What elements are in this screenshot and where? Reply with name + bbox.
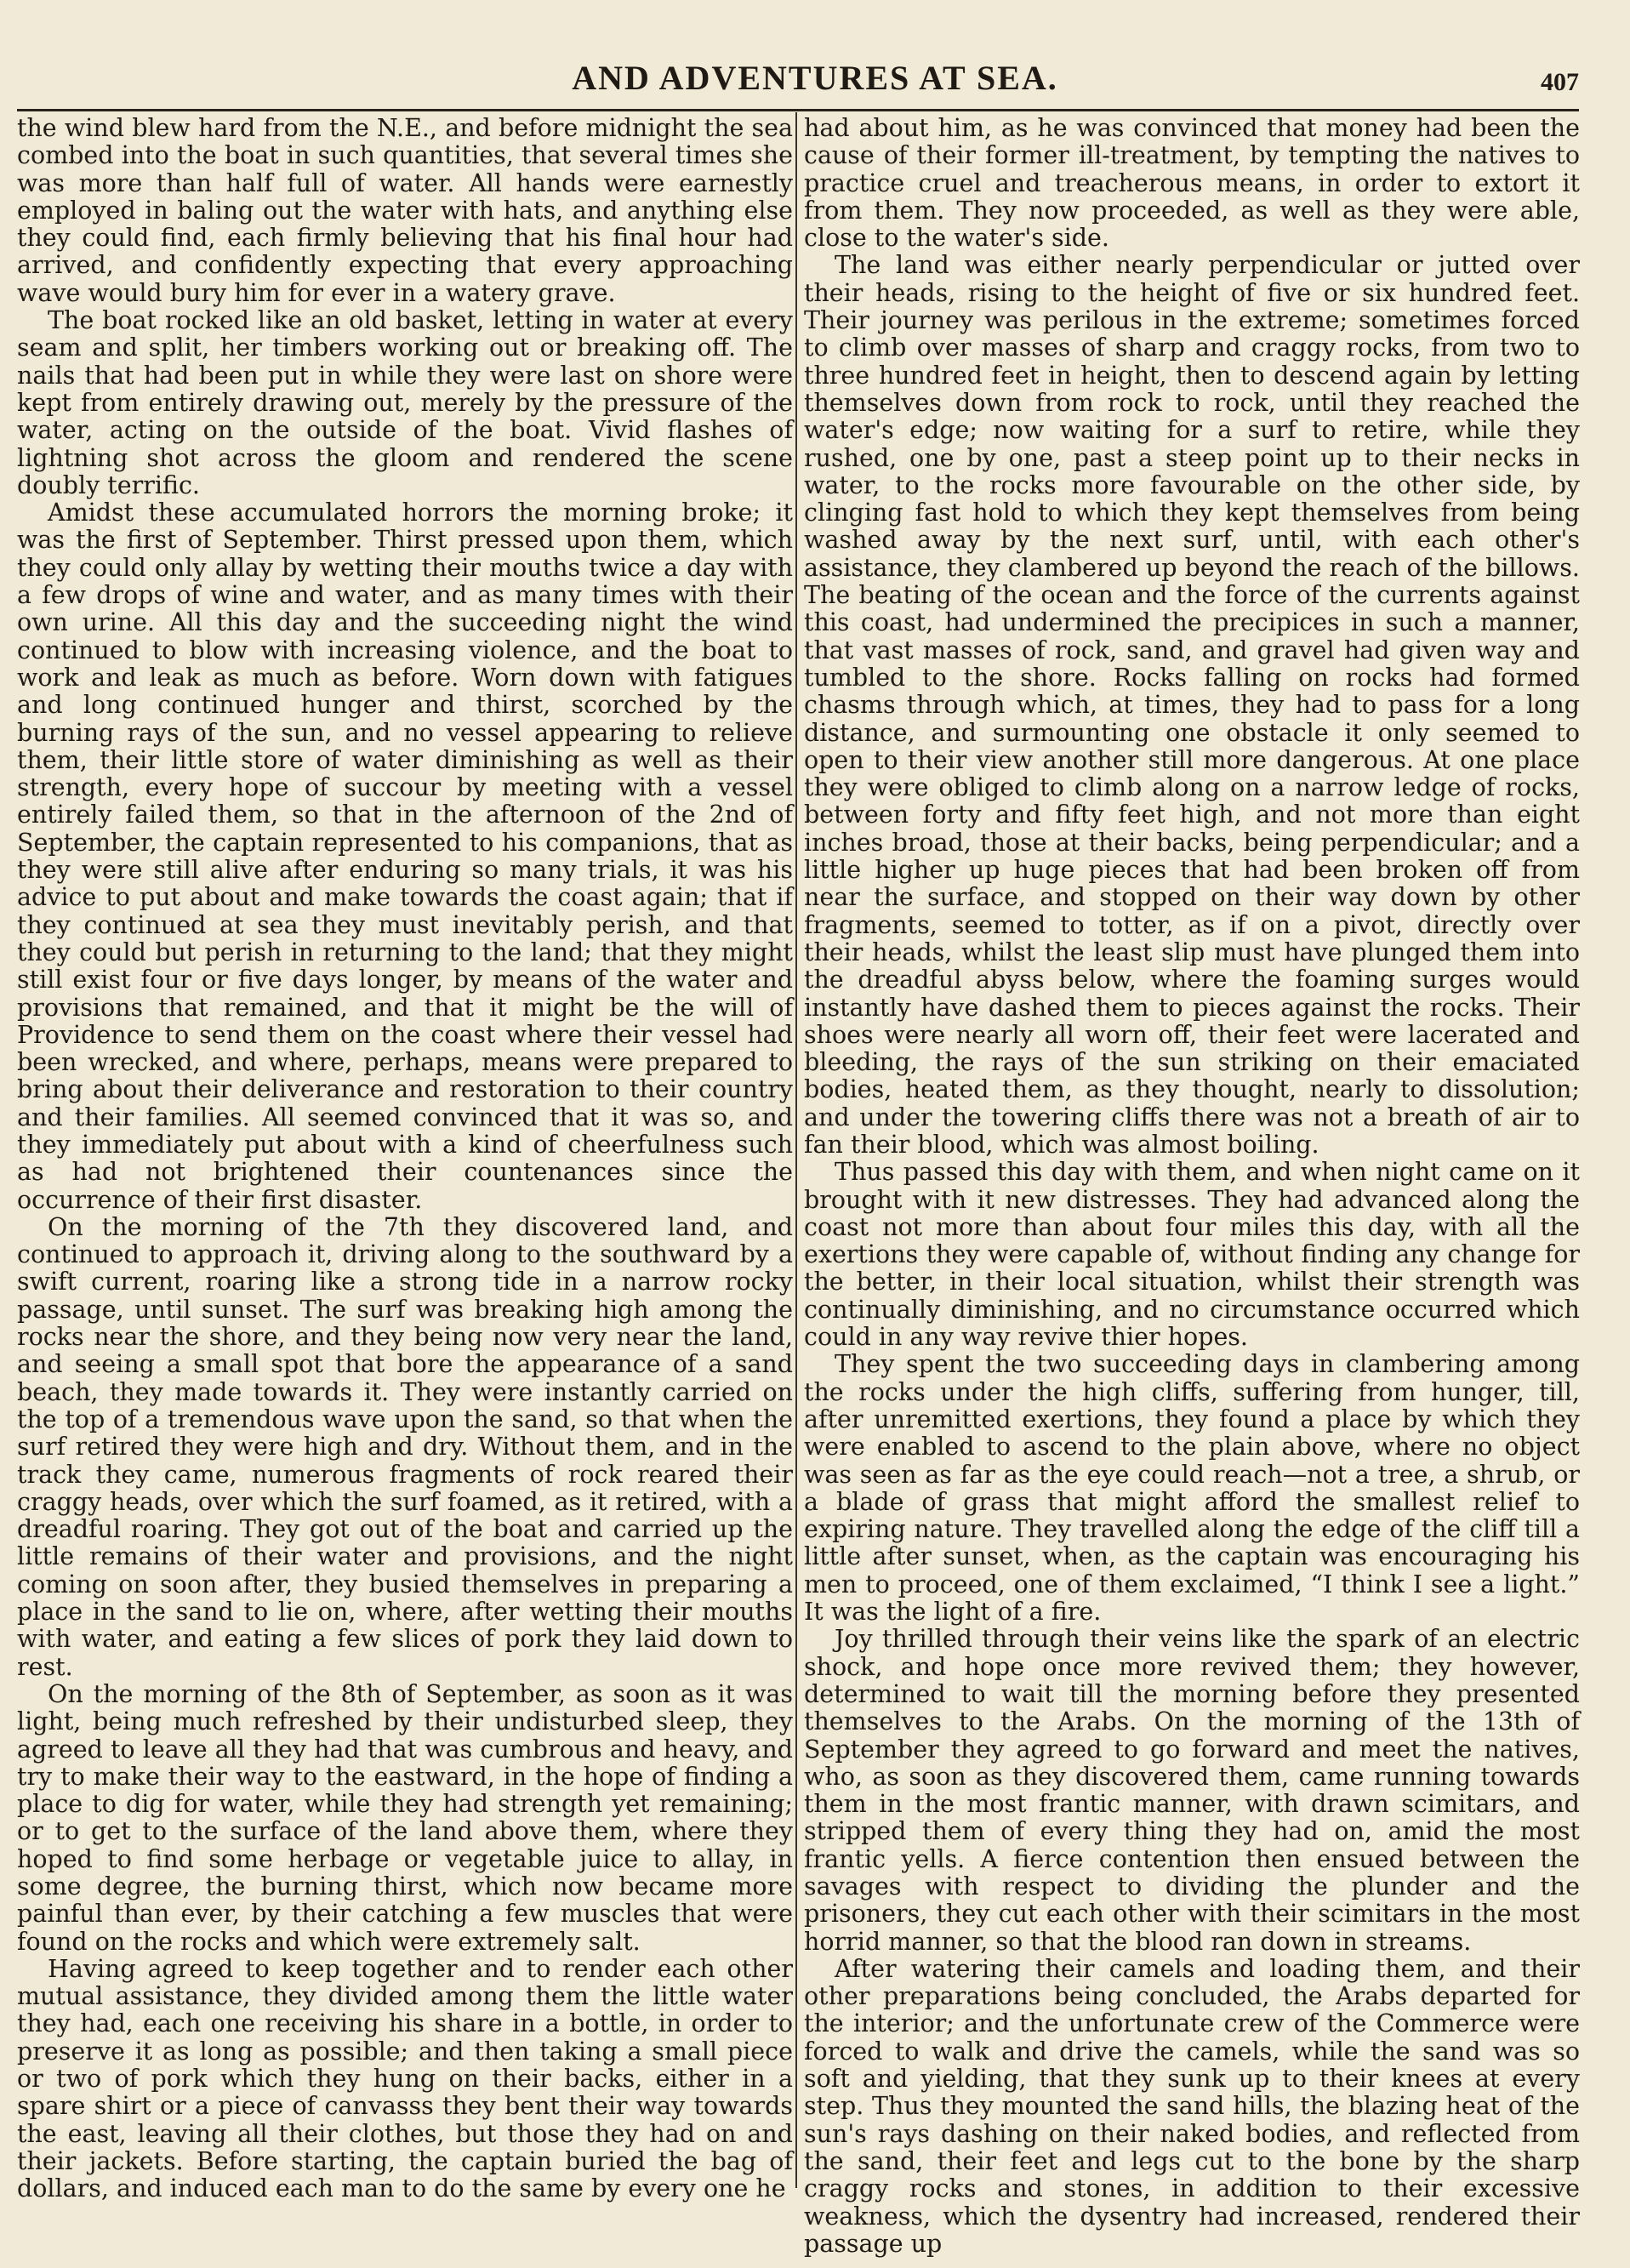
paragraph: Thus passed this day with them, and when night came on it brought with it new distresses. They had advanced along the coast not more than about four miles this day, with all the exertions they were capable of, without finding any change for the better, in their local situation, whilst their strength was continually diminishing, and no circumstance occurred which could in any way revive thier hopes.: [804, 1158, 1580, 1352]
paragraph: On the morning of the 7th they discovered land, and continued to approach it, driving along to the southward by a swift current, roaring like a strong tide in a narrow rocky passage, until sunset. The surf was breaking high among the rocks near the shore, and they being now very near the land, and seeing a small spot that bore the appearance of a sand beach, they made towards it. They were instantly carried on the top of a tremendous wave upon the sand, so that when the surf retired they were high and dry. Without them, and in the track they came, numerous fragments of rock reared their craggy heads, over which the surf foamed, as it retired, with a dreadful roaring. They got out of the boat and carried up the little remains of their water and provisions, and the night coming on soon after, they busied themselves in preparing a place in the sand to lie on, where, after wetting their mouths with water, and eating a few slices of pork they laid down to rest.: [17, 1212, 793, 1681]
header-rule: [17, 109, 1579, 111]
paragraph: On the morning of the 8th of September, as soon as it was light, being much refreshed by their undisturbed sleep, they agreed to leave all they had that was cumbrous and heavy, and try to make their way to the eastward, in the hope of finding a place to dig for water, while they had strength yet remaining; or to get to the surface of the land above them, where they hoped to find some herbage or vegetable juice to allay, in some degree, the burning thirst, which now became more painful than ever, by their catching a few muscles that were found on the rocks and which were extremely salt.: [17, 1679, 793, 1956]
page-number: 407: [1541, 68, 1579, 96]
paragraph: The boat rocked like an old basket, letting in water at every seam and split, her timbers working out or breaking off. The nails that had been put in while they were last on shore were kept from entirely drawing out, merely by the pressure of the water, acting on the outside of the boat. Vivid flashes of lightning shot across the gloom and rendered the scene doubly terrific.: [17, 306, 793, 499]
paragraph: Joy thrilled through their veins like the spark of an electric shock, and hope once more revived them; they however, determined to wait till the morning before they presented themselves to the Arabs. On the morning of the 13th of September they agreed to go forward and meet the natives, who, as soon as they discovered them, came running towards them in the most frantic manner, with drawn scimitars, and stripped them of every thing they had on, amid the most frantic yells. A fierce contention then ensued between the savages with respect to dividing the plunder and the prisoners, they cut each other with their scimitars in the most horrid manner, so that the blood ran down in streams.: [804, 1625, 1580, 1956]
paragraph: The land was either nearly perpendicular or jutted over their heads, rising to the height of five or six hundred feet. Their journey was perilous in the extreme; sometimes forced to climb over masses of sharp and craggy rocks, from two to three hundred feet in height, then to descend again by letting themselves down from rock to rock, until they reached the water's edge; now waiting for a surf to retire, while they rushed, one by one, past a steep point up to their necks in water, to the rocks more favourable on the other side, by clinging fast hold to which they kept themselves from being washed away by the next surf, until, with each other's assistance, they clambered up beyond the reach of the billows. The beating of the ocean and the force of the currents against this coast, had undermined the precipices in such a manner, that vast masses of rock, sand, and gravel had given way and tumbled to the shore. Rocks falling on rocks had formed chasms through which, at times, they had to pass for a long distance, and surmounting one obstacle it only seemed to open to their view another still more dangerous. At one place they were obliged to climb along on a narrow ledge of rocks, between forty and fifty feet high, and not more than eight inches broad, those at their backs, being perpendicular; and a little higher up huge pieces that had been broken off from near the surface, and stopped on their way down by other fragments, seemed to totter, as if on a pivot, directly over their heads, whilst the least slip must have plunged them into the dreadful abyss below, where the foaming surges would instantly have dashed them to pieces against the rocks. Their shoes were nearly all worn off, their feet were lacerated and bleeding, the rays of the sun striking on their emaciated bodies, heated them, as they thought, nearly to dissolution; and under the towering cliffs there was not a breath of air to fan their blood, which was almost boiling.: [804, 251, 1580, 1159]
left-column: [17, 114, 793, 2203]
right-column: [804, 114, 1580, 2258]
paragraph: After watering their camels and loading them, and their other preparations being concluded, the Arabs departed for the interior; and the unfortunate crew of the Commerce were forced to walk and drive the camels, while the sand was so soft and yielding, that they sunk up to their knees at every step. Thus they mounted the sand hills, the blazing heat of the sun's rays dashing on their naked bodies, and reflected from the sand, their feet and legs cut to the bone by the sharp craggy rocks and stones, in addition to their excessive weakness, which the dysentry had increased, rendered their passage up: [804, 1954, 1580, 2258]
running-head: AND ADVENTURES AT SEA.: [572, 59, 1058, 97]
paragraph: They spent the two succeeding days in clambering among the rocks under the high cliffs, suffering from hunger, till, after unremitted exertions, they found a place by which they were enabled to ascend to the plain above, where no object was seen as far as the eye could reach—not a tree, a shrub, or a blade of grass that might afford the smallest relief to expiring nature. They travelled along the edge of the cliff till a little after sunset, when, as the captain was encouraging his men to proceed, one of them exclaimed, “I think I see a light.” It was the light of a fire.: [804, 1350, 1580, 1627]
paragraph: Amidst these accumulated horrors the morning broke; it was the first of September. Thirst pressed upon them, which they could only allay by wetting their mouths twice a day with a few drops of wine and water, and as many times with their own urine. All this day and the succeeding night the wind continued to blow with increasing violence, and the boat to work and leak as much as before. Worn down with fatigues and long continued hunger and thirst, scorched by the burning rays of the sun, and no vessel appearing to relieve them, their little store of water diminishing as well as their strength, every hope of succour by meeting with a vessel entirely failed them, so that in the afternoon of the 2nd of September, the captain represented to his companions, that as they were still alive after enduring so many trials, it was his advice to put about and make towards the coast again; that if they continued at sea they must inevitably perish, and that they could but perish in returning to the land; that they might still exist four or five days longer, by means of the water and provisions that remained, and that it might be the will of Providence to send them on the coast where their vessel had been wrecked, and where, perhaps, means were prepared to bring about their deliverance and restoration to their country and their families. All seemed convinced that it was so, and they immediately put about with a kind of cheerfulness such as had not brightened their countenances since the occurrence of their first disaster.: [17, 499, 793, 1214]
paragraph: the wind blew hard from the N.E., and before midnight the sea combed into the boat in such quantities, that several times she was more than half full of water. All hands were earnestly employed in baling out the water with hats, and anything else they could find, each firmly believing that his final hour had arrived, and confidently expecting that every approaching wave would bury him for ever in a watery grave.: [17, 114, 793, 307]
column-divider: [795, 112, 797, 2188]
paragraph: had about him, as he was convinced that money had been the cause of their former ill-treatment, by tempting the natives to practice cruel and treacherous means, in order to extort it from them. They now proceeded, as well as they were able, close to the water's side.: [804, 114, 1580, 253]
paragraph: Having agreed to keep together and to render each other mutual assistance, they divided among them the little water they had, each one receiving his share in a bottle, in order to preserve it as long as possible; and then taking a small piece or two of pork which they hung on their backs, either in a spare shirt or a piece of canvasss they bent their way towards the east, leaving all their clothes, but those they had on and their jackets. Before starting, the captain buried the bag of dollars, and induced each man to do the same by every one he: [17, 1954, 793, 2203]
